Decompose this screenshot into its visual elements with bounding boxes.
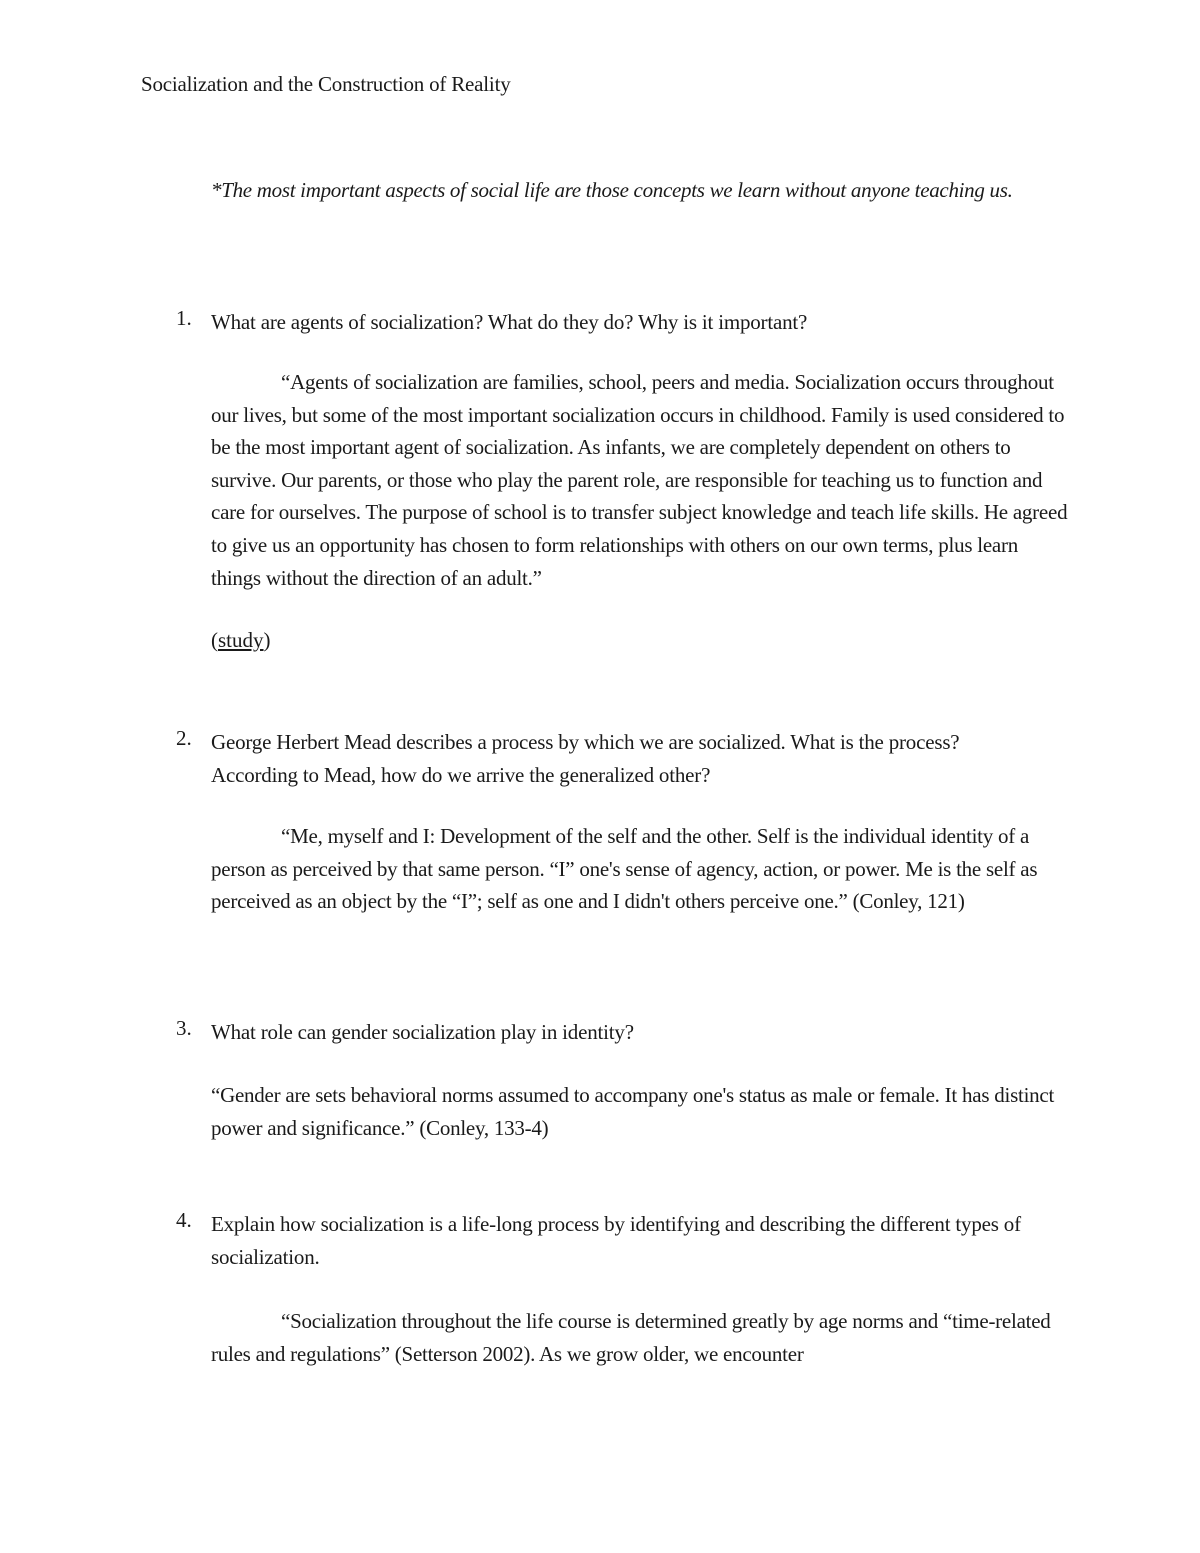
answer-4: “Socialization throughout the life course is determined greatly by age norms and “time-related rules and regulations” (Setterson 2002). As we grow older, we encounter xyxy=(211,1309,1051,1366)
citation-close: ) xyxy=(263,628,271,652)
question-text: What are agents of socialization? What do they do? Why is it important? xyxy=(211,310,808,334)
question-number: 4. xyxy=(176,1208,192,1232)
question-number: 1. xyxy=(176,306,192,330)
document-title: Socialization and the Construction of Reality xyxy=(141,72,511,96)
answer-1: “Agents of socialization are families, school, peers and media. Socialization occurs throughout our lives, but some of the most important socialization occurs in childhood. Family is used considered to be the most important agent of socialization. As infants, we are completely dependent on others to survive. Our parents, or those who play the parent role, are responsible for teaching us to function and care for ourselves. The purpose of school is to transfer subject knowledge and teach life skills. He agreed to give us an opportunity has chosen to form relationships with others on our own terms, plus learn things without the direction of an adult.” xyxy=(211,370,1068,590)
intro-note: *The most important aspects of social life are those concepts we learn without anyone teaching us. xyxy=(211,178,1013,202)
question-number: 3. xyxy=(176,1016,192,1040)
study-link[interactable]: study xyxy=(218,628,264,652)
question-text: Explain how socialization is a life-long process by identifying and describing the different types of socialization. xyxy=(211,1212,1021,1269)
answer-3: “Gender are sets behavioral norms assumed to accompany one's status as male or female. It has distinct power and significance.” (Conley, 133-4) xyxy=(211,1083,1055,1140)
citation-open: ( xyxy=(211,628,218,652)
answer-2: “Me, myself and I: Development of the self and the other. Self is the individual identity of a person as perceived by that same person. “I” one's sense of agency, action, or power. Me is the self as perceived as an object by the “I”; self as one and I didn't others perceive one.” (Conley, 121) xyxy=(211,824,1038,914)
question-text: George Herbert Mead describes a process by which we are socialized. What is the process? According to Mead, how do we arrive the generalized other? xyxy=(211,730,960,787)
question-text: What role can gender socialization play in identity? xyxy=(211,1020,634,1044)
question-number: 2. xyxy=(176,726,192,750)
citation-1 xyxy=(211,628,271,653)
